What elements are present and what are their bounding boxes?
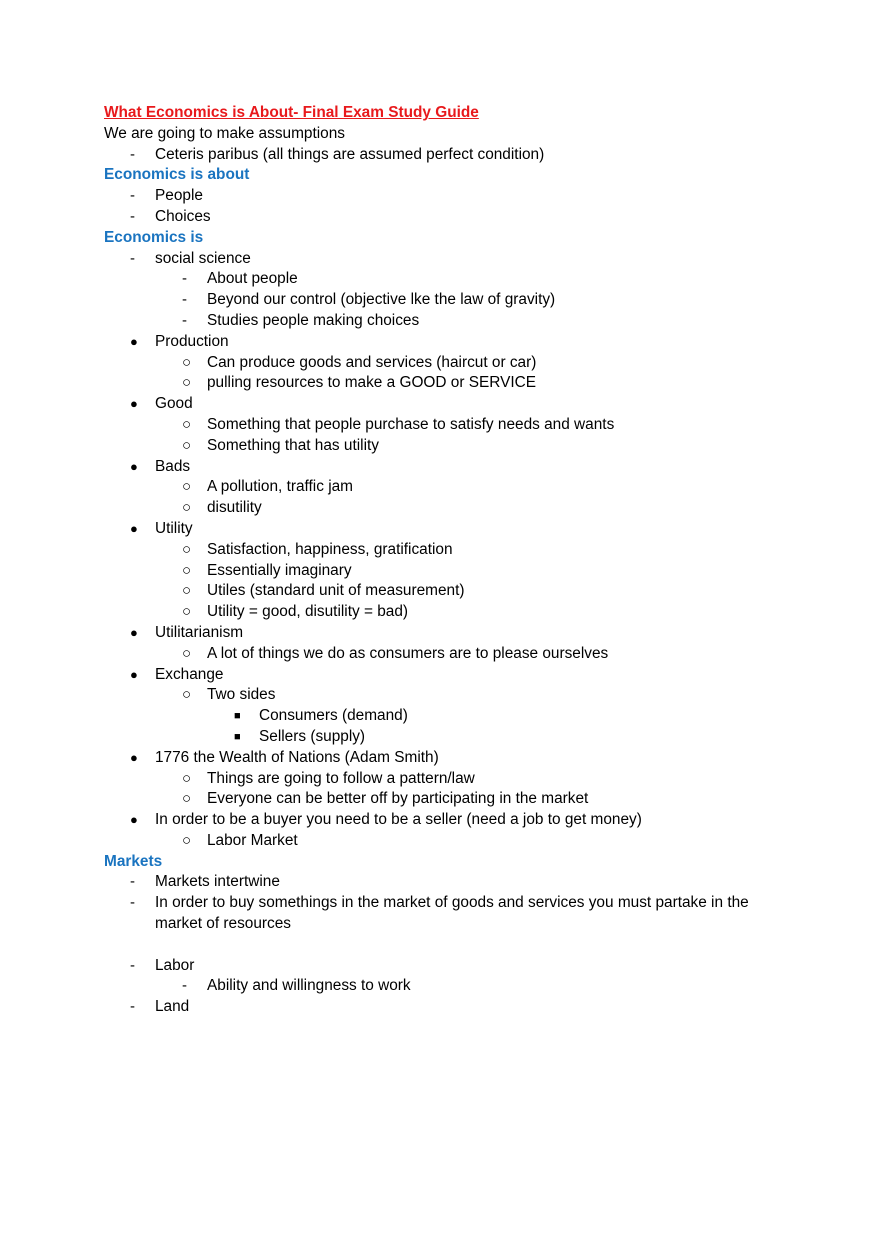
- line-text: Markets: [104, 852, 163, 870]
- line-text: Production: [155, 332, 229, 350]
- line-text: pulling resources to make a GOOD or SERVICE: [207, 374, 537, 392]
- filled-bullet-icon: ●: [130, 520, 138, 536]
- line-text: A pollution, traffic jam: [207, 478, 353, 496]
- line-text: social science: [155, 249, 251, 267]
- line-text: Bads: [155, 457, 191, 475]
- dash-bullet-icon: -: [182, 291, 187, 309]
- line-text: Exchange: [155, 665, 224, 683]
- list-item: [0, 311, 880, 332]
- filled-bullet-icon: ●: [130, 396, 138, 412]
- section-heading: [0, 852, 880, 873]
- hollow-bullet-icon: ○: [182, 499, 192, 517]
- line-text: Ceteris paribus (all things are assumed perfect condition): [155, 145, 545, 163]
- list-item: [0, 498, 880, 519]
- line-text: Good: [155, 395, 193, 413]
- dash-bullet-icon: -: [130, 249, 135, 267]
- line-text: Something that has utility: [207, 436, 379, 454]
- list-item: [0, 436, 880, 457]
- line-text: What Economics is About- Final Exam Study Guide: [104, 104, 479, 121]
- list-item: [0, 353, 880, 374]
- section-heading: [0, 165, 880, 186]
- hollow-bullet-icon: ○: [182, 478, 192, 496]
- dash-bullet-icon: -: [130, 187, 135, 205]
- filled-bullet-icon: ●: [130, 749, 138, 765]
- line-text: Things are going to follow a pattern/law: [207, 769, 475, 787]
- line-text: Two sides: [207, 686, 276, 704]
- list-item: [0, 207, 880, 228]
- line-text: Essentially imaginary: [207, 561, 352, 579]
- hollow-bullet-icon: ○: [182, 353, 192, 371]
- list-item: [0, 394, 880, 415]
- hollow-bullet-icon: ○: [182, 831, 192, 849]
- list-item: [0, 519, 880, 540]
- list-item: [0, 477, 880, 498]
- list-item: [0, 997, 880, 1018]
- filled-bullet-icon: ●: [130, 333, 138, 349]
- list-item: [0, 748, 880, 769]
- list-item: [0, 914, 880, 935]
- line-text: Ability and willingness to work: [207, 977, 411, 995]
- line-text: In order to buy somethings in the market of goods and services you must partake in the: [155, 894, 749, 912]
- line-text: Labor Market: [207, 831, 298, 849]
- line-text: We are going to make assumptions: [104, 124, 345, 142]
- dash-bullet-icon: -: [130, 894, 135, 912]
- line-text: Sellers (supply): [259, 727, 366, 745]
- square-bullet-icon: ■: [234, 730, 241, 743]
- list-item: [0, 727, 880, 748]
- dash-bullet-icon: -: [130, 873, 135, 891]
- hollow-bullet-icon: ○: [182, 790, 192, 808]
- hollow-bullet-icon: ○: [182, 582, 192, 600]
- line-text: About people: [207, 270, 298, 288]
- hollow-bullet-icon: ○: [182, 644, 192, 662]
- list-item: [0, 457, 880, 478]
- dash-bullet-icon: -: [130, 145, 135, 163]
- line-text: 1776 the Wealth of Nations (Adam Smith): [155, 748, 439, 766]
- list-item: [0, 540, 880, 561]
- list-item: [0, 935, 880, 956]
- line-text: Satisfaction, happiness, gratification: [207, 540, 453, 558]
- section-heading: [0, 228, 880, 249]
- line-text: Labor: [155, 956, 195, 974]
- square-bullet-icon: ■: [234, 710, 241, 723]
- dash-bullet-icon: -: [130, 998, 135, 1016]
- dash-bullet-icon: -: [130, 207, 135, 225]
- dash-bullet-icon: -: [130, 956, 135, 974]
- hollow-bullet-icon: ○: [182, 415, 192, 433]
- dash-bullet-icon: -: [182, 311, 187, 329]
- list-item: [0, 831, 880, 852]
- hollow-bullet-icon: ○: [182, 769, 192, 787]
- hollow-bullet-icon: ○: [182, 561, 192, 579]
- list-item: [0, 810, 880, 831]
- line-text: A lot of things we do as consumers are to please ourselves: [207, 644, 609, 662]
- line-text: Markets intertwine: [155, 873, 280, 891]
- list-item: [0, 145, 880, 166]
- filled-bullet-icon: ●: [130, 624, 138, 640]
- list-item: [0, 623, 880, 644]
- list-item: [0, 769, 880, 790]
- document-page: [0, 103, 880, 1018]
- dash-bullet-icon: -: [182, 270, 187, 288]
- list-item: [0, 893, 880, 914]
- line-text: Choices: [155, 207, 211, 225]
- list-item: [0, 186, 880, 207]
- list-item: [0, 602, 880, 623]
- line-text: Economics is: [104, 228, 204, 246]
- line-text: Can produce goods and services (haircut or car): [207, 353, 537, 371]
- line-text: Something that people purchase to satisfy needs and wants: [207, 415, 615, 433]
- filled-bullet-icon: ●: [130, 812, 138, 828]
- line-text: Beyond our control (objective lke the law of gravity): [207, 291, 556, 309]
- line-text: Utilitarianism: [155, 623, 244, 641]
- list-item: [0, 872, 880, 893]
- list-item: [0, 415, 880, 436]
- list-item: [0, 124, 880, 145]
- list-item: [0, 290, 880, 311]
- document-title: [0, 103, 880, 124]
- line-text: market of resources: [155, 915, 291, 933]
- list-item: [0, 976, 880, 997]
- list-item: [0, 706, 880, 727]
- line-text: Everyone can be better off by participating in the market: [207, 790, 589, 808]
- filled-bullet-icon: ●: [130, 666, 138, 682]
- line-text: Economics is about: [104, 166, 250, 184]
- list-item: [0, 249, 880, 270]
- list-item: [0, 373, 880, 394]
- line-text: disutility: [207, 499, 262, 517]
- line-text: In order to be a buyer you need to be a seller (need a job to get money): [155, 811, 642, 829]
- list-item: [0, 685, 880, 706]
- hollow-bullet-icon: ○: [182, 686, 192, 704]
- line-text: Utility = good, disutility = bad): [207, 603, 409, 621]
- list-item: [0, 561, 880, 582]
- line-text: Utility: [155, 519, 193, 537]
- dash-bullet-icon: -: [182, 977, 187, 995]
- hollow-bullet-icon: ○: [182, 436, 192, 454]
- hollow-bullet-icon: ○: [182, 374, 192, 392]
- line-text: People: [155, 187, 203, 205]
- filled-bullet-icon: ●: [130, 458, 138, 474]
- line-text: Consumers (demand): [259, 707, 408, 725]
- list-item: [0, 269, 880, 290]
- list-item: [0, 581, 880, 602]
- line-text: Utiles (standard unit of measurement): [207, 582, 465, 600]
- line-text: Land: [155, 998, 190, 1016]
- list-item: [0, 789, 880, 810]
- hollow-bullet-icon: ○: [182, 603, 192, 621]
- list-item: [0, 332, 880, 353]
- list-item: [0, 956, 880, 977]
- line-text: Studies people making choices: [207, 311, 420, 329]
- list-item: [0, 665, 880, 686]
- list-item: [0, 644, 880, 665]
- hollow-bullet-icon: ○: [182, 540, 192, 558]
